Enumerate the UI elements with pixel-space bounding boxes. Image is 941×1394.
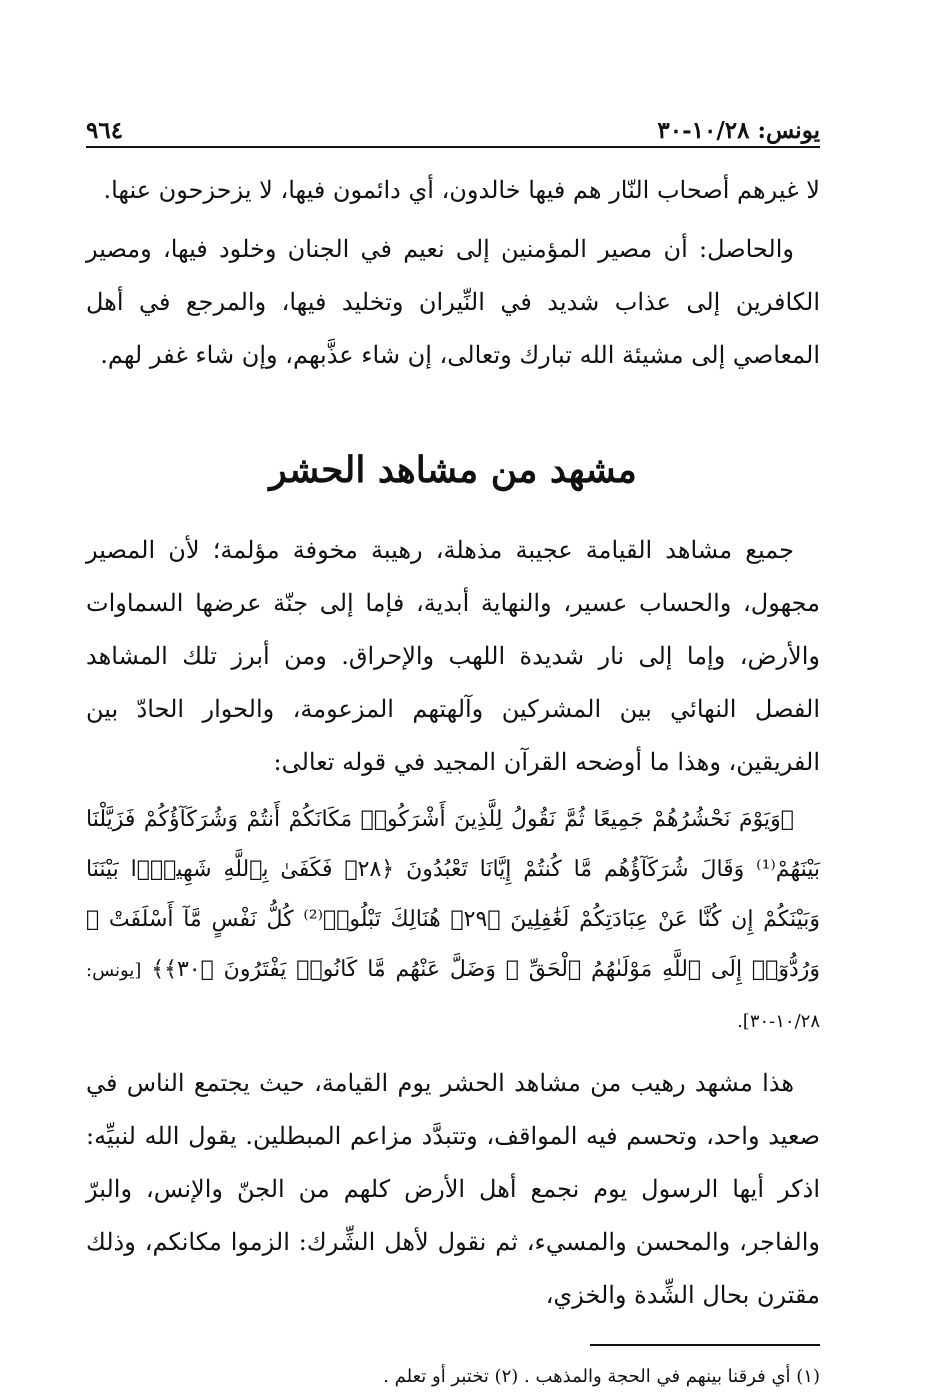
chapter-reference: يونس: ١٠/٢٨-٣٠	[657, 117, 820, 144]
footnotes: (١) أي فرقنا بينهم في الحجة والمذهب . (٢) تختبر أو تعلم .	[383, 1366, 820, 1387]
running-header	[86, 108, 820, 148]
quran-reference: [يونس: ١٠/٢٨-٣٠].	[86, 960, 820, 1032]
footnote-divider	[590, 1344, 820, 1346]
paragraph-2: والحاصل: أن مصير المؤمنين إلى نعيم في الجنان وخلود فيها، ومصير الكافرين إلى عذاب شديد في النِّيران وتخليد فيها، والمرجع في أهل المعاصي إلى مشيئة الله تبارك وتعالى، إن شاء عذَّبهم، وإن شاء غفر لهم.	[86, 235, 820, 369]
paragraph-1: لا غيرهم أصحاب النّار هم فيها خالدون، أي دائمون فيها، لا يزحزحون عنها.	[103, 176, 820, 204]
section-title: مشهد من مشاهد الحشر	[269, 449, 637, 491]
intro-paragraph: جميع مشاهد القيامة عجيبة مذهلة، رهيبة مخوفة مؤلمة؛ لأن المصير مجهول، والحساب عسير، والنهاية أبدية، فإما إلى جنّة عرضها السماوات والأرض، وإما إلى نار شديدة اللهب والإحراق. ومن أبرز تلك المشاهد الفصل النهائي بين المشركين وآلهتهم المزعومة، والحوار الحادّ بين الفريقين، وهذا ما أوضحه القرآن المجيد في قوله تعالى:	[86, 536, 820, 776]
quran-close-mark: ﴾	[151, 957, 165, 982]
quran-text: وَيَوْمَ نَحْشُرُهُمْ جَمِيعًا ثُمَّ نَقُولُ لِلَّذِينَ أَشْرَكُوا۟ مَكَانَكُمْ أَنتُمْ وَشُرَكَآؤُكُمْ فَزَيَّلْنَا بَيْنَهُمْ⁽¹⁾ وَقَالَ شُرَكَآؤُهُم مَّا كُنتُمْ إِيَّانَا تَعْبُدُونَ ﴿٢٨﴾ فَكَفَىٰ بِٱللَّهِ شَهِيدًۢا بَيْنَنَا وَبَيْنَكُمْ إِن كُنَّا عَنْ عِبَادَتِكُمْ لَغَٰفِلِينَ ﴿٢٩﴾ هُنَالِكَ تَبْلُوا۟⁽²⁾ كُلُّ نَفْسٍ مَّآ أَسْلَفَتْ ۚ وَرُدُّوٓا۟ إِلَى ٱللَّهِ مَوْلَىٰهُمُ ٱلْحَقِّ ۖ وَضَلَّ عَنْهُم مَّا كَانُوا۟ يَفْتَرُونَ ﴿٣٠﴾	[86, 807, 820, 982]
book-page	[86, 108, 820, 1394]
quran-verse-block	[86, 795, 820, 1047]
page-number: ٩٦٤	[86, 117, 124, 144]
quran-open-mark: ﴿	[780, 807, 794, 832]
paragraph-after-quran: هذا مشهد رهيب من مشاهد الحشر يوم القيامة، حيث يجتمع الناس في صعيد واحد، وتحسم فيه المواقف، وتتبدَّد مزاعم المبطلين. يقول الله لنبيِّه: اذكر أيها الرسول يوم نجمع أهل الأرض كلهم من الجنّ والإنس، والبرّ والفاجر، والمحسن والمسيء، ثم نقول لأهل الشِّرك: الزموا مكانكم، وذلك مقترن بحال الشِّدة والخزي،	[86, 1069, 820, 1309]
